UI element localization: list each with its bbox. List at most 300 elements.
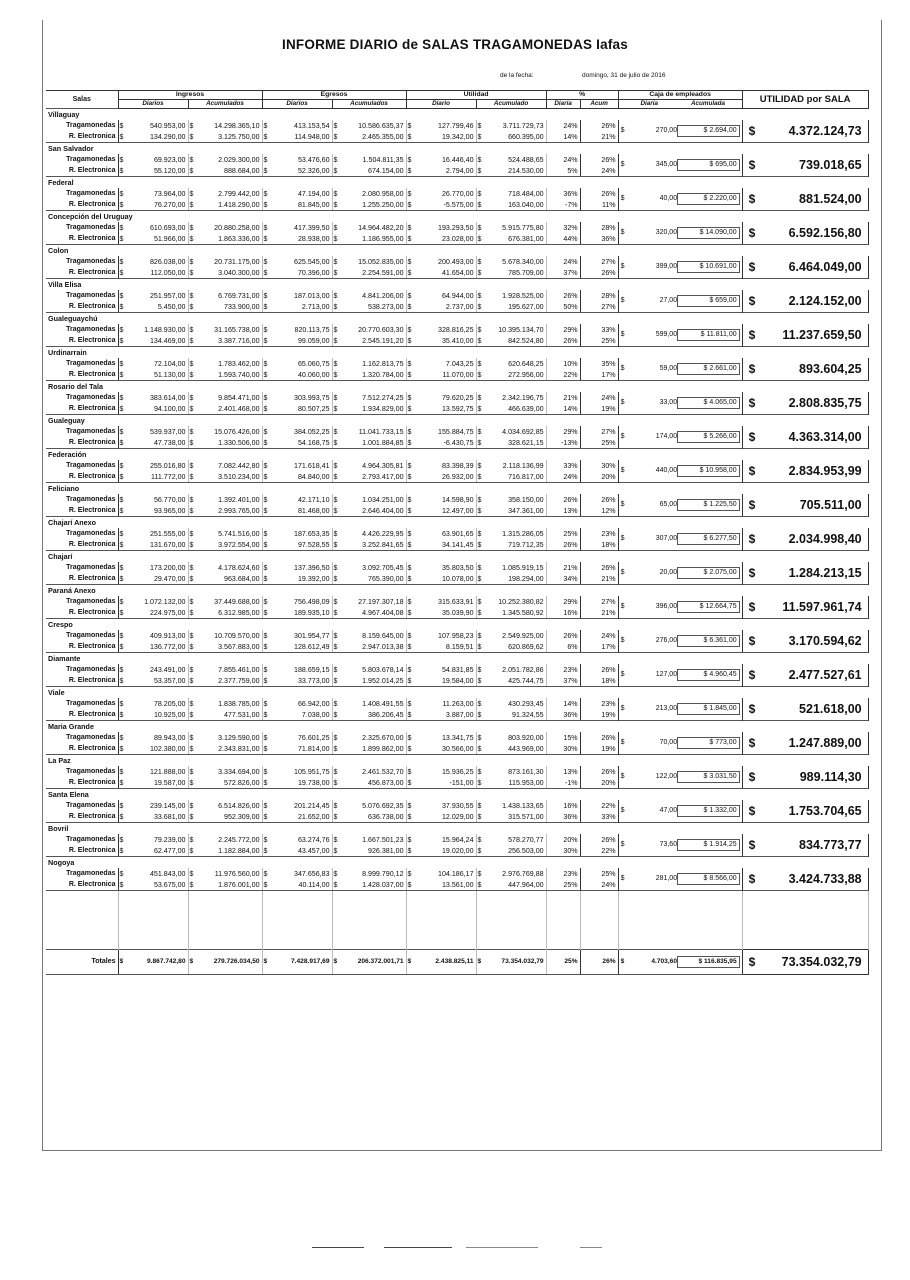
currency-symbol: $: [477, 710, 482, 719]
elec-value: 1.952.014,25: [339, 675, 406, 687]
currency-symbol: $: [189, 257, 194, 266]
currency-symbol: $: [620, 603, 625, 610]
caja-empleados-cell: [618, 800, 742, 823]
caja-diaria: 59,00: [659, 365, 678, 372]
salas-header: Salas: [46, 91, 118, 109]
sala-group-row: [46, 347, 868, 359]
sala-group-row: [46, 245, 868, 257]
currency-symbol: $: [407, 325, 412, 334]
currency-symbol: $: [748, 770, 756, 784]
tragamonedas-row: [46, 766, 868, 777]
currency-symbol: $: [407, 166, 412, 175]
currency-symbol: $: [333, 710, 338, 719]
trag-value: 315.633,91: [413, 596, 476, 607]
trag-value: 3.334.694,00: [195, 766, 262, 777]
trag-value: 83.398,39: [413, 460, 476, 471]
currency-symbol: $: [263, 234, 268, 243]
caja-diaria: 213,00: [655, 705, 678, 712]
currency-symbol: $: [119, 359, 124, 368]
currency-symbol: $: [333, 846, 338, 855]
currency-symbol: $: [118, 950, 125, 975]
currency-symbol: $: [333, 563, 338, 572]
currency-symbol: $: [477, 880, 482, 889]
currency-symbol: $: [119, 325, 124, 334]
row-label: Tragamonedas: [46, 698, 118, 709]
sala-name: Gualeguaychú: [46, 313, 868, 325]
row-label: Tragamonedas: [46, 868, 118, 879]
elec-pct-diaria: 44%: [546, 233, 580, 245]
currency-symbol: $: [263, 325, 268, 334]
currency-symbol: $: [407, 302, 412, 311]
currency-symbol: $: [407, 359, 412, 368]
caja-diaria: 40,00: [659, 195, 678, 202]
currency-symbol: $: [263, 223, 268, 232]
utilidad-sala-header: UTILIDAD por SALA: [742, 91, 868, 109]
elec-value: 636.738,00: [339, 811, 406, 823]
currency-symbol: $: [263, 846, 268, 855]
elec-value: 214.530,00: [483, 165, 546, 177]
currency-symbol: $: [119, 597, 124, 606]
row-label: R. Electronica: [46, 267, 118, 279]
currency-symbol: $: [333, 642, 338, 651]
currency-symbol: $: [407, 268, 412, 277]
currency-symbol: $: [119, 744, 124, 753]
currency-symbol: $: [748, 634, 756, 648]
utilidad-por-sala-cell: [742, 562, 868, 585]
currency-symbol: $: [333, 291, 338, 300]
trag-value: 2.029.300,00: [195, 154, 262, 165]
caja-acumulada: [677, 669, 740, 681]
elec-value: 456.873,00: [339, 777, 406, 789]
currency-symbol: $: [263, 393, 268, 402]
currency-symbol: $: [333, 574, 338, 583]
currency-symbol: $: [333, 257, 338, 266]
trag-value: 873.161,30: [483, 766, 546, 777]
report-title: INFORME DIARIO de SALAS TRAGAMONEDAS Iafas: [282, 37, 628, 52]
currency-symbol: $: [703, 501, 708, 508]
sala-group-row: [46, 313, 868, 325]
currency-symbol: $: [333, 597, 338, 606]
trag-value: 2.342.196,75: [483, 392, 546, 403]
row-label: Tragamonedas: [46, 290, 118, 301]
currency-symbol: $: [263, 404, 268, 413]
currency-symbol: $: [407, 540, 412, 549]
total-utilidad-cell: [742, 950, 868, 975]
trag-value: 620.648,25: [483, 358, 546, 369]
trag-value: 13.341,75: [413, 732, 476, 743]
row-label: Tragamonedas: [46, 664, 118, 675]
elec-value: 926.381,00: [339, 845, 406, 857]
currency-symbol: $: [119, 268, 124, 277]
currency-symbol: $: [333, 438, 338, 447]
trag-value: 413.153,54: [269, 120, 332, 131]
trag-value: 69.923,00: [125, 154, 188, 165]
elec-pct-acum: 21%: [580, 131, 618, 143]
caja-diaria: 276,00: [655, 637, 678, 644]
trag-value: 4.178.624,60: [195, 562, 262, 573]
currency-symbol: $: [263, 189, 268, 198]
currency-symbol: $: [333, 767, 338, 776]
row-label: Tragamonedas: [46, 596, 118, 607]
currency-symbol: $: [698, 958, 703, 965]
total-utilidad-value: 73.354.032,79: [781, 955, 862, 969]
trag-value: 358.150,00: [483, 494, 546, 505]
currency-symbol: $: [263, 642, 268, 651]
currency-symbol: $: [189, 427, 194, 436]
currency-symbol: $: [407, 506, 412, 515]
currency-symbol: $: [407, 676, 412, 685]
currency-symbol: $: [119, 393, 124, 402]
currency-symbol: $: [263, 370, 268, 379]
caja-diaria: 70,00: [659, 739, 678, 746]
trag-pct-diaria: 14%: [546, 698, 580, 709]
elec-value: 99.059,00: [269, 335, 332, 347]
row-label: R. Electronica: [46, 131, 118, 143]
elec-value: 97.528,55: [269, 539, 332, 551]
currency-symbol: $: [189, 359, 194, 368]
trag-pct-diaria: 24%: [546, 154, 580, 165]
trag-value: 63.901,65: [413, 528, 476, 539]
currency-symbol: $: [189, 189, 194, 198]
caja-acumulada-value: 14.090,00: [705, 229, 737, 236]
trag-value: 10.395.134,70: [483, 324, 546, 335]
currency-symbol: $: [263, 200, 268, 209]
currency-symbol: $: [477, 325, 482, 334]
caja-acumulada-value: 6.277,50: [709, 535, 737, 542]
currency-symbol: $: [407, 200, 412, 209]
trag-value: 16.446,40: [413, 154, 476, 165]
tragamonedas-row: [46, 154, 868, 165]
currency-symbol: $: [333, 744, 338, 753]
caja-acumulada-value: 1.225,50: [709, 501, 737, 508]
elec-value: 256.503,00: [483, 845, 546, 857]
trag-value: 2.325.670,00: [339, 732, 406, 743]
caja-empleados-cell: [618, 460, 742, 483]
ingresos-diarios-header: Diarios: [118, 100, 188, 109]
currency-symbol: $: [477, 699, 482, 708]
utilidad-por-sala-value: 893.604,25: [799, 362, 862, 376]
trag-value: 4.841.206,00: [339, 290, 406, 301]
currency-symbol: $: [406, 950, 413, 975]
elec-value: 1.863.336,00: [195, 233, 262, 245]
elec-pct-diaria: 25%: [546, 879, 580, 891]
trag-pct-diaria: 24%: [546, 120, 580, 131]
currency-symbol: $: [477, 472, 482, 481]
utilidad-por-sala-cell: [742, 154, 868, 177]
trag-value: 5.803.678,14: [339, 664, 406, 675]
elec-value: 842.524,80: [483, 335, 546, 347]
currency-symbol: $: [620, 331, 625, 338]
currency-symbol: $: [620, 399, 625, 406]
elec-value: 40.060,00: [269, 369, 332, 381]
currency-symbol: $: [119, 710, 124, 719]
trag-value: 193.293,50: [413, 222, 476, 233]
caja-empleados-cell: [618, 154, 742, 177]
currency-symbol: $: [119, 778, 124, 787]
elec-value: 2.254.591,00: [339, 267, 406, 279]
elec-value: 2.343.831,00: [195, 743, 262, 755]
caja-acumulada-header: Acumulada: [691, 100, 725, 107]
currency-symbol: $: [119, 223, 124, 232]
row-label: R. Electronica: [46, 199, 118, 211]
currency-symbol: $: [477, 200, 482, 209]
currency-symbol: $: [477, 393, 482, 402]
currency-symbol: $: [263, 472, 268, 481]
currency-symbol: $: [407, 778, 412, 787]
elec-value: 676.381,00: [483, 233, 546, 245]
caja-empleados-cell: [618, 766, 742, 789]
currency-symbol: $: [700, 331, 705, 338]
currency-symbol: $: [477, 778, 482, 787]
sala-name: Villaguay: [46, 109, 868, 121]
currency-symbol: $: [189, 336, 194, 345]
trag-value: 47.194,00: [269, 188, 332, 199]
currency-symbol: $: [748, 294, 756, 308]
trag-value: 20.880.258,00: [195, 222, 262, 233]
trag-pct-diaria: 36%: [546, 188, 580, 199]
tragamonedas-row: [46, 834, 868, 845]
currency-symbol: $: [263, 268, 268, 277]
currency-symbol: $: [263, 359, 268, 368]
sala-name: Chajarí: [46, 551, 868, 563]
elec-pct-acum: 18%: [580, 539, 618, 551]
elec-value: 466.639,00: [483, 403, 546, 415]
currency-symbol: $: [262, 950, 269, 975]
elec-pct-acum: 27%: [580, 301, 618, 313]
currency-symbol: $: [119, 370, 124, 379]
elec-value: 53.357,00: [125, 675, 188, 687]
elec-value: 1.182.884,00: [195, 845, 262, 857]
elec-value: 347.361,00: [483, 505, 546, 517]
utilidad-por-sala-cell: [742, 392, 868, 415]
currency-symbol: $: [189, 608, 194, 617]
currency-symbol: $: [263, 608, 268, 617]
elec-value: 93.965,00: [125, 505, 188, 517]
currency-symbol: $: [119, 642, 124, 651]
currency-symbol: $: [263, 880, 268, 889]
currency-symbol: $: [748, 124, 756, 138]
currency-symbol: $: [407, 574, 412, 583]
elec-value: 19.392,00: [269, 573, 332, 585]
currency-symbol: $: [748, 702, 756, 716]
currency-symbol: $: [119, 801, 124, 810]
utilidad-por-sala-value: 1.284.213,15: [788, 566, 862, 580]
elec-value: 19.587,00: [125, 777, 188, 789]
totales-label: Totales: [46, 950, 118, 975]
row-label: R. Electronica: [46, 845, 118, 857]
caja-diaria: 20,00: [659, 569, 678, 576]
currency-symbol: $: [620, 467, 625, 474]
currency-symbol: $: [333, 506, 338, 515]
currency-symbol: $: [119, 155, 124, 164]
tragamonedas-row: [46, 426, 868, 437]
trag-value: 1.085.919,15: [483, 562, 546, 573]
currency-symbol: $: [477, 506, 482, 515]
trag-pct-acum: 24%: [580, 630, 618, 641]
elec-pct-diaria: 22%: [546, 369, 580, 381]
elec-value: 785.709,00: [483, 267, 546, 279]
currency-symbol: $: [477, 665, 482, 674]
elec-value: 33.773,00: [269, 675, 332, 687]
caja-acumulada: [677, 295, 740, 307]
caja-acumulada-value: 6.361,00: [709, 637, 737, 644]
row-label: Tragamonedas: [46, 800, 118, 811]
sala-name: San Salvador: [46, 143, 868, 155]
currency-symbol: $: [477, 189, 482, 198]
utilidad-por-sala-value: 2.034.998,40: [788, 532, 862, 546]
trag-value: 8.159.645,00: [339, 630, 406, 641]
spacer-row: [46, 891, 868, 950]
trag-value: 173.200,00: [125, 562, 188, 573]
trag-pct-acum: 26%: [580, 154, 618, 165]
currency-symbol: $: [703, 637, 708, 644]
trag-pct-acum: 27%: [580, 426, 618, 437]
caja-diaria: 47,00: [659, 807, 678, 814]
caja-acumulada-value: 4.065,00: [709, 399, 737, 406]
currency-symbol: $: [477, 540, 482, 549]
currency-symbol: $: [189, 767, 194, 776]
currency-symbol: $: [263, 710, 268, 719]
currency-symbol: $: [703, 127, 708, 134]
elec-value: 111.772,00: [125, 471, 188, 483]
elec-value: 1.934.829,00: [339, 403, 406, 415]
currency-symbol: $: [703, 365, 708, 372]
elec-pct-acum: 11%: [580, 199, 618, 211]
currency-symbol: $: [189, 846, 194, 855]
utilidad-por-sala-value: 4.372.124,73: [788, 124, 862, 138]
trag-value: 1.504.811,35: [339, 154, 406, 165]
row-label: R. Electronica: [46, 437, 118, 449]
utilidad-por-sala-value: 11.237.659,50: [782, 328, 862, 342]
utilidad-por-sala-cell: [742, 460, 868, 483]
total-value: 206.372.001,71: [339, 950, 406, 975]
currency-symbol: $: [620, 671, 625, 678]
caja-acumulada: [677, 737, 740, 749]
elec-value: 3.125.750,00: [195, 131, 262, 143]
elec-value: 33.681,00: [125, 811, 188, 823]
trag-value: 53.476,60: [269, 154, 332, 165]
currency-symbol: $: [332, 950, 339, 975]
total-value: 73.354.032,79: [483, 950, 546, 975]
elec-value: 198.294,00: [483, 573, 546, 585]
currency-symbol: $: [333, 302, 338, 311]
trag-value: 539.937,00: [125, 426, 188, 437]
elec-value: 660.395,00: [483, 131, 546, 143]
utilidad-por-sala-value: 2.477.527,61: [788, 668, 862, 682]
currency-symbol: $: [477, 835, 482, 844]
trag-value: 11.976.560,00: [195, 868, 262, 879]
sala-group-row: [46, 483, 868, 495]
currency-symbol: $: [407, 880, 412, 889]
trag-value: 155.884,75: [413, 426, 476, 437]
currency-symbol: $: [263, 461, 268, 470]
currency-symbol: $: [620, 958, 625, 965]
sala-name: La Paz: [46, 755, 868, 767]
elec-value: 443.969,00: [483, 743, 546, 755]
tragamonedas-row: [46, 290, 868, 301]
utilidad-por-sala-value: 4.363.314,00: [788, 430, 862, 444]
elec-value: 112.050,00: [125, 267, 188, 279]
caja-diaria: 127,00: [655, 671, 678, 678]
caja-acumulada: [677, 227, 740, 239]
caja-diaria: 27,00: [659, 297, 678, 304]
trag-value: 35.803,50: [413, 562, 476, 573]
caja-acumulada-value: 2.661,00: [709, 365, 737, 372]
utilidad-header: Utilidad: [406, 91, 546, 100]
tragamonedas-row: [46, 494, 868, 505]
pct-acum-header: Acum: [580, 100, 618, 109]
elec-value: 963.684,00: [195, 573, 262, 585]
row-label: R. Electronica: [46, 777, 118, 789]
trag-pct-diaria: 26%: [546, 290, 580, 301]
elec-value: 114.948,00: [269, 131, 332, 143]
ingresos-header: Ingresos: [118, 91, 262, 100]
utilidad-por-sala-value: 6.464.049,00: [788, 260, 862, 274]
elec-value: 115.953,00: [483, 777, 546, 789]
elec-value: 2.545.191,20: [339, 335, 406, 347]
currency-symbol: $: [620, 705, 625, 712]
currency-symbol: $: [119, 733, 124, 742]
elec-pct-acum: 18%: [580, 675, 618, 687]
trag-value: 1.392.401,00: [195, 494, 262, 505]
currency-symbol: $: [263, 665, 268, 674]
currency-symbol: $: [119, 846, 124, 855]
currency-symbol: $: [263, 132, 268, 141]
sala-name: Nogoya: [46, 857, 868, 869]
currency-symbol: $: [407, 733, 412, 742]
currency-symbol: $: [189, 155, 194, 164]
elec-value: 84.840,00: [269, 471, 332, 483]
caja-acumulada: [677, 261, 740, 273]
currency-symbol: $: [748, 668, 756, 682]
elec-value: 2.401.468,00: [195, 403, 262, 415]
total-caja-cell: [618, 950, 742, 975]
trag-value: 105.951,75: [269, 766, 332, 777]
elec-value: 328.621,15: [483, 437, 546, 449]
elec-value: -6.430,75: [413, 437, 476, 449]
currency-symbol: $: [263, 812, 268, 821]
elec-pct-diaria: 34%: [546, 573, 580, 585]
currency-symbol: $: [189, 393, 194, 402]
elec-value: 53.675,00: [125, 879, 188, 891]
row-label: Tragamonedas: [46, 222, 118, 233]
currency-symbol: $: [119, 767, 124, 776]
trag-value: 4.426.229,95: [339, 528, 406, 539]
elec-value: 1.593.740,00: [195, 369, 262, 381]
currency-symbol: $: [407, 608, 412, 617]
currency-symbol: $: [703, 535, 708, 542]
currency-symbol: $: [620, 365, 625, 372]
elec-pct-acum: 22%: [580, 845, 618, 857]
elec-value: 2.465.355,00: [339, 131, 406, 143]
currency-symbol: $: [477, 438, 482, 447]
percent-header: %: [546, 91, 618, 100]
caja-acumulada: [677, 465, 740, 477]
currency-symbol: $: [620, 433, 625, 440]
trag-value: 540.953,00: [125, 120, 188, 131]
trag-value: 5.915.775,80: [483, 222, 546, 233]
currency-symbol: $: [263, 733, 268, 742]
elec-pct-diaria: -13%: [546, 437, 580, 449]
elec-value: 2.947.013,38: [339, 641, 406, 653]
trag-pct-diaria: 21%: [546, 392, 580, 403]
currency-symbol: $: [620, 297, 625, 304]
utilidad-diario-header: Diario: [406, 100, 476, 109]
elec-value: 2.993.765,00: [195, 505, 262, 517]
currency-symbol: $: [748, 566, 756, 580]
caja-diaria: 396,00: [655, 603, 678, 610]
currency-symbol: $: [263, 801, 268, 810]
